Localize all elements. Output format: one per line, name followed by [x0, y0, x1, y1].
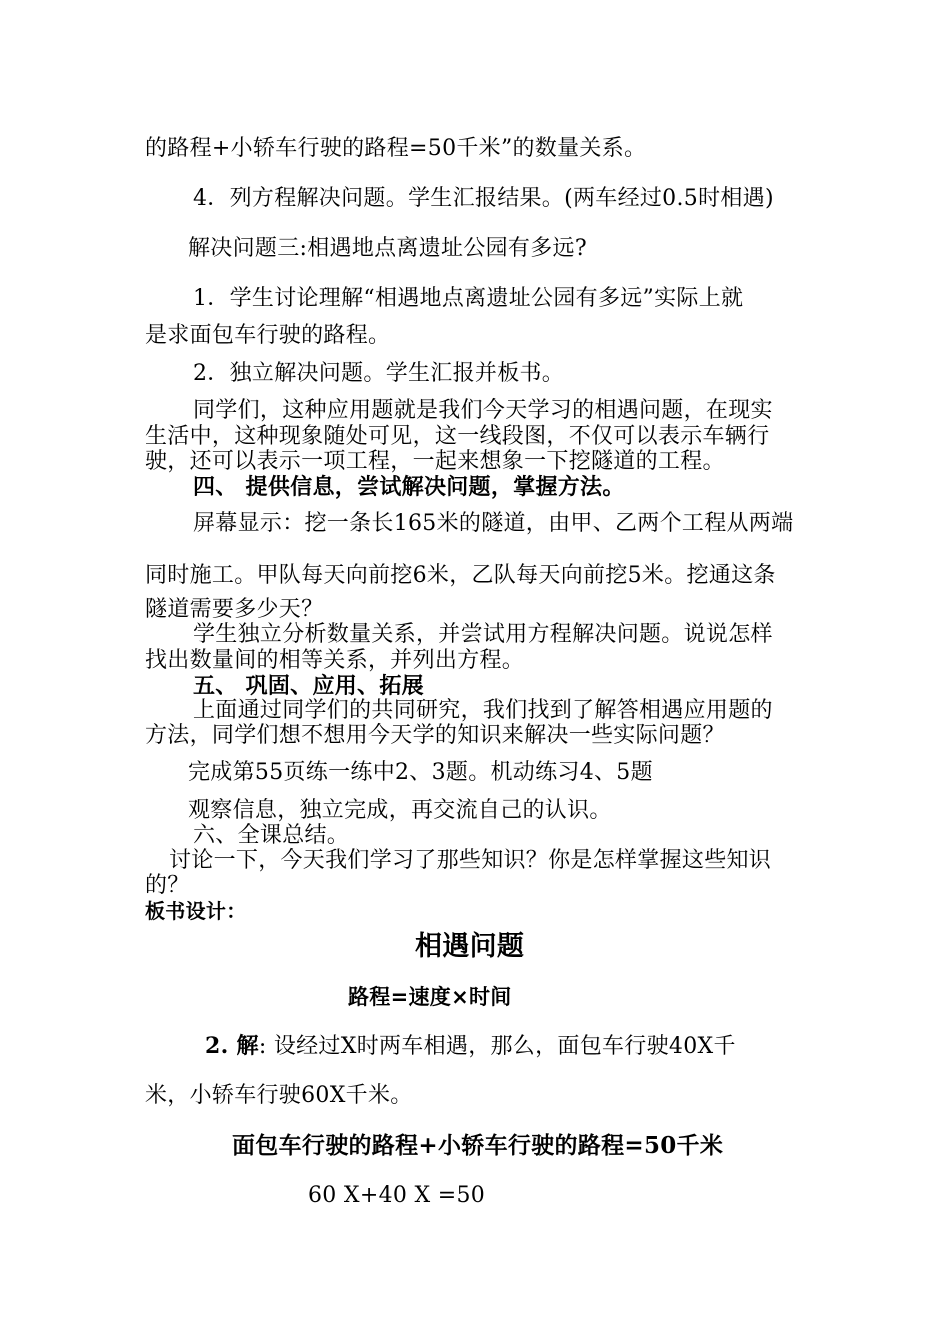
text-line: 隧道需要多少天？: [145, 597, 324, 622]
text-line: 同学们，这种应用题就是我们今天学习的相遇问题，在现实: [193, 398, 773, 423]
solution-line: [205, 1032, 736, 1061]
solution-line: 米，小轿车行驶60X千米。: [145, 1083, 413, 1108]
text-line: 4．列方程解决问题。学生汇报结果。(两车经过0.5时相遇): [193, 186, 774, 211]
text-line: 同时施工。甲队每天向前挖6米，乙队每天向前挖5米。挖通这条: [145, 563, 776, 588]
section-heading: 六、全课总结。: [193, 823, 350, 848]
board-title: 相遇问题: [415, 931, 525, 962]
text-line: 2．独立解决问题。学生汇报并板书。: [193, 361, 565, 386]
solution-label: 2. 解: [205, 1033, 259, 1059]
board-formula: 路程=速度×时间: [348, 985, 512, 1009]
equation-line: 60 X+40 X =50: [308, 1183, 486, 1208]
text-line: 找出数量间的相等关系，并列出方程。: [145, 648, 525, 673]
text-line: 上面通过同学们的共同研究，我们找到了解答相遇应用题的: [193, 698, 773, 723]
board-design-label: 板书设计：: [145, 899, 247, 923]
relation-line: 面包车行驶的路程+小轿车行驶的路程=50千米: [232, 1132, 724, 1159]
text-line: 解决问题三:相遇地点离遗址公园有多远?: [188, 236, 587, 261]
section-heading: 五、 巩固、应用、拓展: [193, 673, 424, 699]
text-line: 讨论一下，今天我们学习了那些知识？你是怎样掌握这些知识: [169, 848, 772, 873]
text-line: 是求面包车行驶的路程。: [145, 323, 391, 348]
text-line: 学生独立分析数量关系，并尝试用方程解决问题。说说怎样: [193, 622, 773, 647]
text-line: 观察信息，独立完成，再交流自己的认识。: [188, 798, 612, 823]
solution-text: : 设经过X时两车相遇，那么，面包车行驶40X千: [258, 1034, 736, 1059]
text-line: 的？: [145, 873, 190, 898]
text-line: 的路程+小轿车行驶的路程=50千米”的数量关系。: [145, 136, 647, 161]
text-line: 完成第55页练一练中2、3题。机动练习4、5题: [188, 760, 653, 785]
section-heading: 四、 提供信息，尝试解决问题，掌握方法。: [193, 474, 625, 500]
text-line: 方法，同学们想不想用今天学的知识来解决一些实际问题？: [145, 723, 725, 748]
text-line: 驶，还可以表示一项工程，一起来想象一下挖隧道的工程。: [145, 449, 725, 474]
text-line: 1．学生讨论理解“相遇地点离遗址公园有多远”实际上就: [193, 286, 744, 311]
text-line: 屏幕显示：挖一条长165米的隧道，由甲、乙两个工程从两端: [193, 511, 794, 536]
text-line: 生活中，这种现象随处可见，这一线段图，不仅可以表示车辆行: [145, 424, 770, 449]
